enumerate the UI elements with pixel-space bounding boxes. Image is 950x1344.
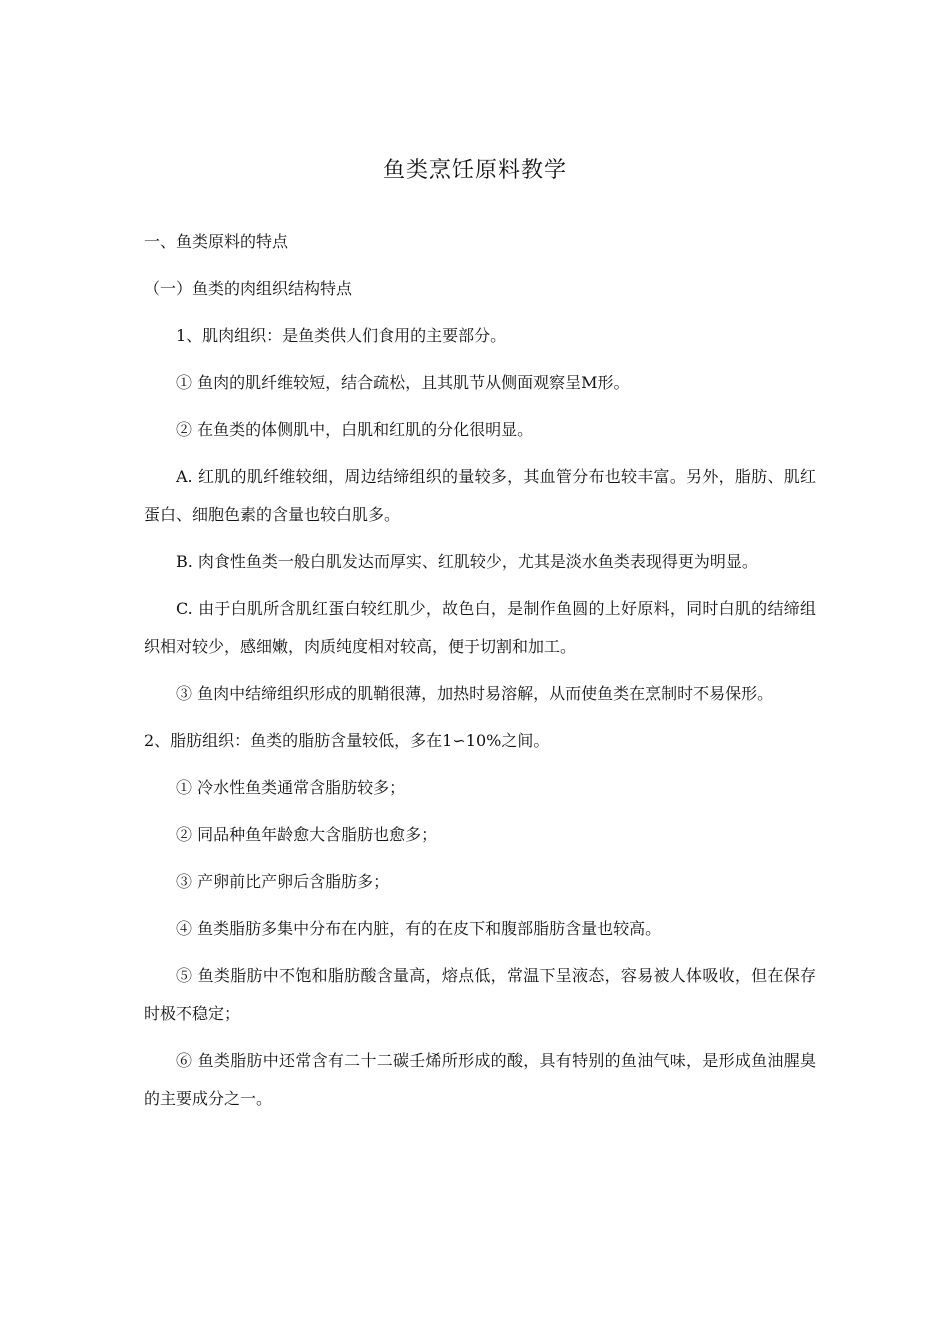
paragraph-fat-tissue: 2、脂肪组织：鱼类的脂肪含量较低，多在1∽10%之间。 [144,731,550,750]
paragraph-fat-item-5: ⑤ 鱼类脂肪中不饱和脂肪酸含量高，熔点低，常温下呈液态，容易被人体吸收，但在保存时极不稳定； [144,966,816,1023]
document-body [144,223,816,1118]
document-title: 鱼类烹饪原料教学 [382,158,567,183]
paragraph-item-2: ② 在鱼类的体侧肌中，白肌和红肌的分化很明显。 [176,420,534,439]
subsection-heading: （一）鱼类的肉组织结构特点 [144,279,353,298]
paragraph-fat-item-6: ⑥ 鱼类脂肪中还常含有二十二碳壬烯所形成的酸，具有特别的鱼油气味，是形成鱼油腥臭的主要成分之一。 [144,1051,816,1108]
paragraph-fat-item-4: ④ 鱼类脂肪多集中分布在内脏，有的在皮下和腹部脂肪含量也较高。 [176,919,662,938]
paragraph-item-b: B. 肉食性鱼类一般白肌发达而厚实、红肌较少，尤其是淡水鱼类表现得更为明显。 [176,552,758,571]
paragraph-item-3: ③ 鱼肉中结缔组织形成的肌鞘很薄，加热时易溶解，从而使鱼类在烹制时不易保形。 [176,684,774,703]
paragraph-item-c: C. 由于白肌所含肌红蛋白较红肌少，故色白，是制作鱼圆的上好原料，同时白肌的结缔组织相对较少，感细嫩，肉质纯度相对较高，便于切割和加工。 [144,599,816,656]
paragraph-muscle-tissue: 1、肌肉组织：是鱼类供人们食用的主要部分。 [176,326,507,345]
paragraph-fat-item-3: ③ 产卵前比产卵后含脂肪多； [176,872,390,891]
paragraph-item-1: ① 鱼肉的肌纤维较短，结合疏松，且其肌节从侧面观察呈M形。 [176,373,630,392]
paragraph-item-a: A. 红肌的肌纤维较细，周边结缔组织的量较多，其血管分布也较丰富。另外，脂肪、肌红蛋白、细胞色素的含量也较白肌多。 [144,467,816,524]
section-heading: 一、鱼类原料的特点 [144,232,289,251]
paragraph-fat-item-2: ② 同品种鱼年龄愈大含脂肪也愈多； [176,825,438,844]
paragraph-fat-item-1: ① 冷水性鱼类通常含脂肪较多； [176,778,406,797]
